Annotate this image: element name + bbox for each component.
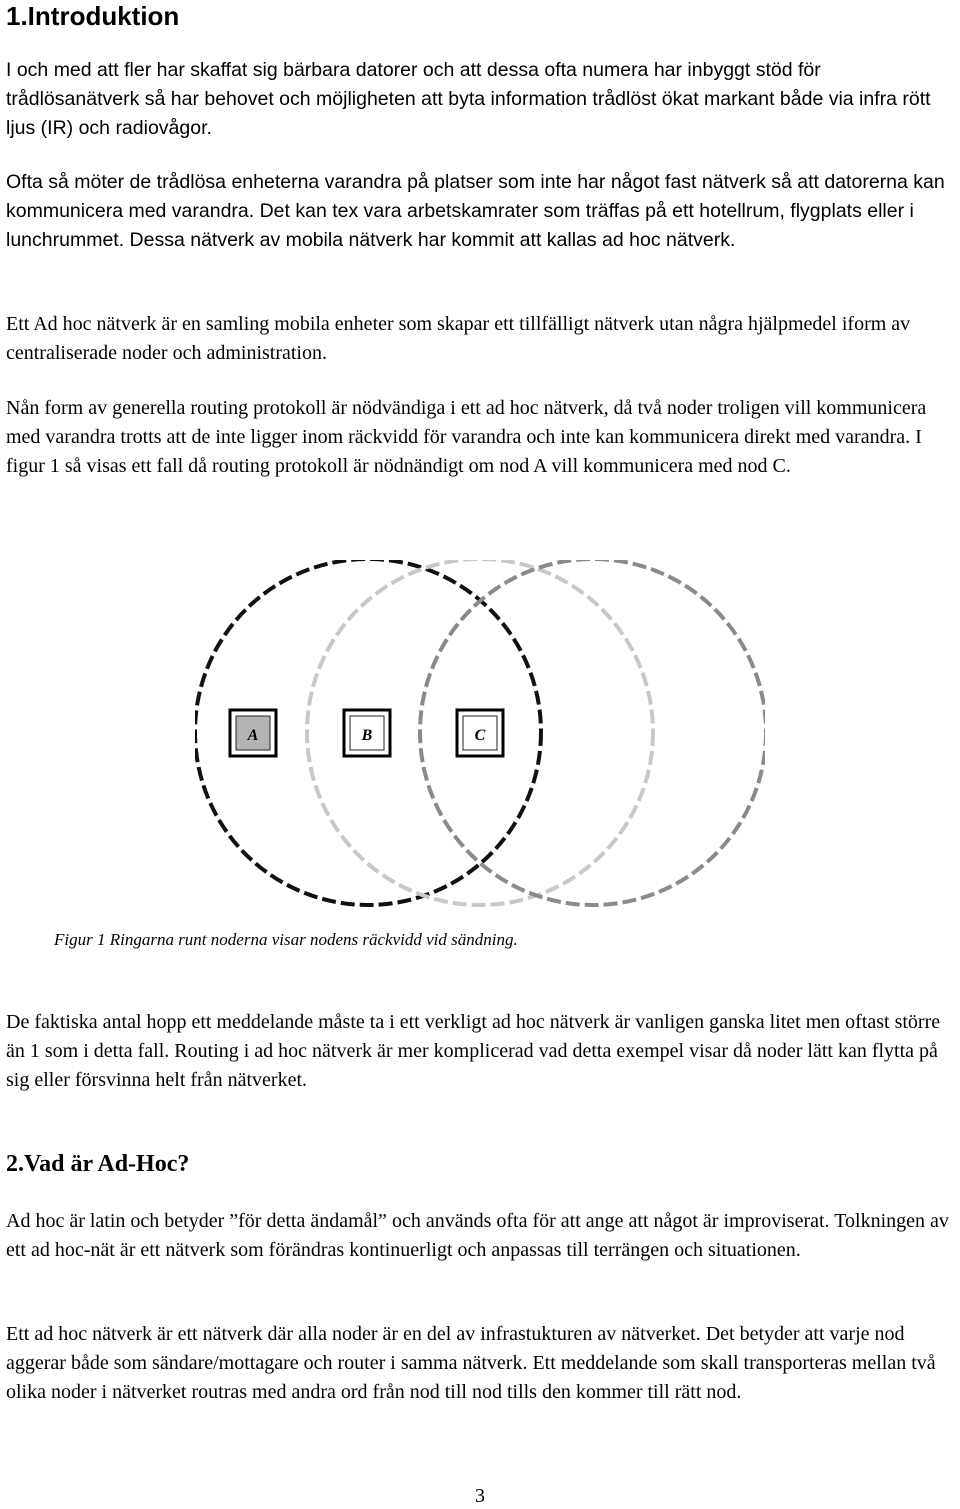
intro-paragraph-3: Ett Ad hoc nätverk är en samling mobila enheter som skapar ett tillfälligt nätverk utan några hjälpmedel iform av centraliserade noder och administration. [6, 313, 911, 364]
section-heading-vad-ar-ad-hoc: 2.Vad är Ad-Hoc? [6, 1151, 190, 1177]
node-a [230, 710, 276, 756]
intro-paragraph-4: Nån form av generella routing protokoll är nödvändiga i ett ad hoc nätverk, då två noder troligen vill kommunicera med varandra trotts att de inte ligger inom räckvidd för varandra och inte kan kommunicera direkt med varandra. I figur 1 så visas ett fall då routing protokoll är nödnändigt om nod A vill kommunicera med nod C. [6, 397, 927, 477]
intro-paragraph-1: I och med att fler har skaffat sig bärbara datorer och att dessa ofta numera har inbyggt stöd för trådlösanätverk så har behovet och möjligheten att byta information trådlöst ökat markant både via infra rött ljus (IR) och radiovågor. [6, 59, 931, 139]
node-c-label: C [474, 727, 486, 744]
after-figure-paragraph: De faktiska antal hopp ett meddelande måste ta i ett verkligt ad hoc nätverk är vanligen ganska litet men oftast större än 1 som i detta fall. Routing i ad hoc nätverk är mer komplicerad vad detta exempel visar då noder lätt kan flytta på sig eller försvinna helt från nätverket. [6, 1011, 941, 1091]
page-number: 3 [475, 1485, 485, 1507]
figure-caption: Figur 1 Ringarna runt noderna visar nodens räckvidd vid sändning. [54, 930, 518, 949]
node-a-label: A [247, 727, 259, 744]
node-c [457, 710, 503, 756]
node-b-label: B [361, 727, 373, 744]
section2-paragraph-1: Ad hoc är latin och betyder ”för detta ändamål” och används ofta för att ange att något är improviserat. Tolkningen av ett ad hoc-nät är ett nätverk som förändras kontinuerligt och anpassas till terrängen och situationen. [6, 1210, 949, 1261]
range-rings-figure [195, 560, 765, 920]
intro-paragraph-2: Ofta så möter de trådlösa enheterna varandra på platser som inte har något fast nätverk så att datorerna kan kommunicera med varandra. Det kan tex vara arbetskamrater som träffas på ett hotellrum, flygplats eller i lunchrummet. Dessa nätverk av mobila nätverk har kommit att kallas ad hoc nätverk. [6, 171, 945, 251]
section2-paragraph-2: Ett ad hoc nätverk är ett nätverk där alla noder är en del av infrastukturen av nätverket. Det betyder att varje nod aggerar både som sändare/mottagare och router i samma nätverk. Ett meddelande som skall transporteras mellan två olika noder i nätverket routras med andra ord från nod till nod tills den kommer till rätt nod. [6, 1323, 936, 1403]
section-heading-introduktion: 1.Introduktion [6, 1, 180, 31]
node-b [344, 710, 390, 756]
